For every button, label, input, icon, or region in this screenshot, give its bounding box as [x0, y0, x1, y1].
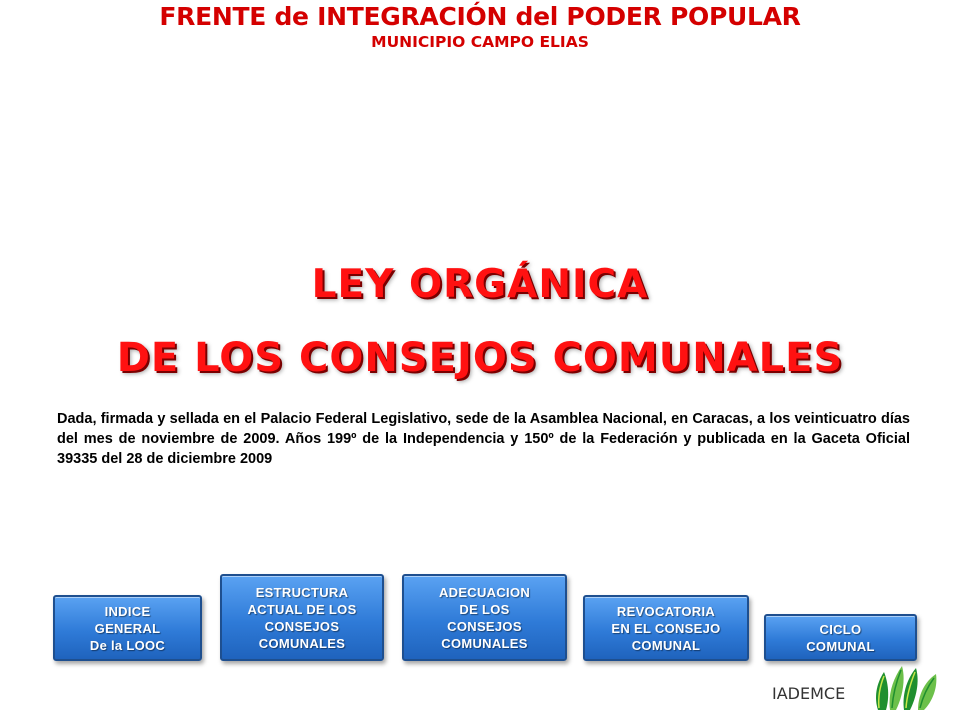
logo-leaf-left: [876, 672, 888, 710]
law-description: Dada, firmada y sellada en el Palacio Federal Legislativo, sede de la Asamblea Nacional, en Caracas, a los veinticuatro días del mes de noviembre de 2009. Años 199º de la Independencia y 150º de la Federación y publicada en la Gaceta Oficial 39335 del 28 de diciembre 2009: [57, 411, 910, 467]
logo-leaf-center-left: [890, 666, 904, 710]
logo-leaf-center-right: [904, 668, 918, 710]
indice-general-button[interactable]: INDICE GENERAL De la LOOC: [53, 595, 202, 661]
brand-name: IADEMCE: [772, 684, 846, 703]
ciclo-comunal-button[interactable]: CICLO COMUNAL: [764, 614, 917, 661]
iademce-leaf-logo-icon: [872, 660, 942, 712]
header-title: FRENTE de INTEGRACIÓN del PODER POPULAR: [159, 2, 801, 31]
header-subtitle: MUNICIPIO CAMPO ELIAS: [371, 33, 589, 51]
law-title-line2: DE LOS CONSEJOS COMUNALES: [116, 335, 844, 381]
estructura-actual-button[interactable]: ESTRUCTURA ACTUAL DE LOS CONSEJOS COMUNALES: [220, 574, 384, 661]
law-title-line1: LEY ORGÁNICA: [311, 262, 649, 307]
revocatoria-button[interactable]: REVOCATORIA EN EL CONSEJO COMUNAL: [583, 595, 749, 661]
adecuacion-button[interactable]: ADECUACION DE LOS CONSEJOS COMUNALES: [402, 574, 567, 661]
